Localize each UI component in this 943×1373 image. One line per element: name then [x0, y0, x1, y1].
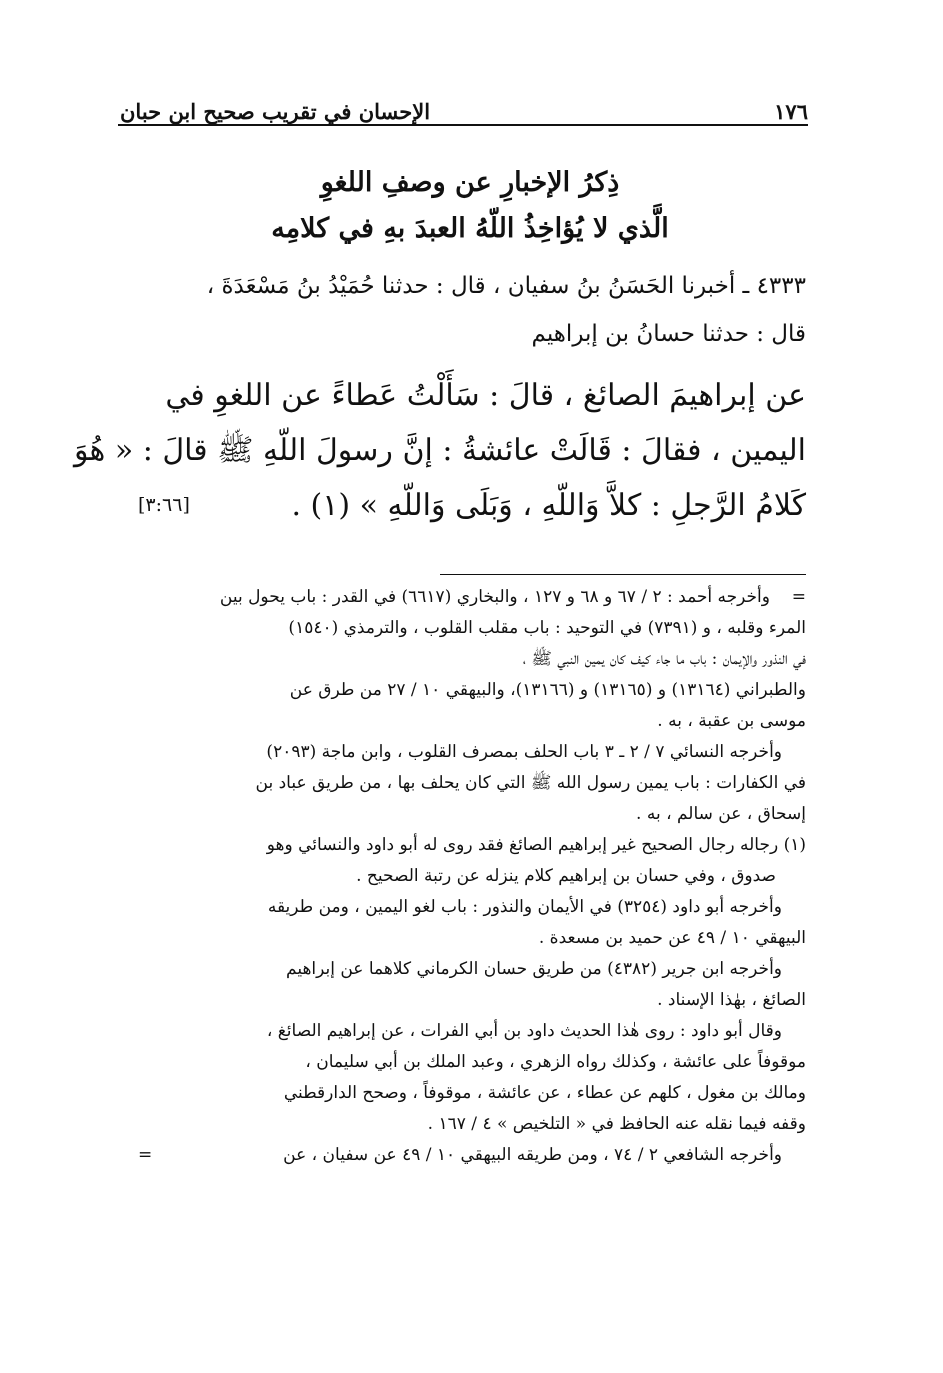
continuation-end-mark: = [138, 1145, 153, 1165]
footnote-line: إسحاق ، عن سالم ، به . [636, 804, 806, 824]
footnote-line: وقفه فيما نقله عنه الحافظ في « التلخيص » ٤ / ١٦٧ . [427, 1114, 806, 1134]
heading-line-1: ذِكرُ الإخبارِ عن وصفِ اللغوِ [320, 167, 620, 198]
page-number: ١٧٦ [774, 99, 808, 124]
footnote-line: موقوفاً على عائشة ، وكذلك رواه الزهري ، وعبد الملك بن أبي سليمان ، [305, 1052, 806, 1072]
footnote-line: = وأخرجه أحمد : ٢ / ٦٧ و ٦٨ و ١٢٧ ، والبخاري (٦٦١٧) في القدر : باب يحول بين [138, 582, 806, 613]
continuation-mark: = [791, 587, 806, 607]
matn-line-2: اليمين ، فقالَ : قَالَتْ عائشةُ : إنَّ رسولَ اللّهِ ﷺ قالَ : « هُوَ [73, 433, 806, 468]
isnad-line-1: ٤٣٣٣ ـ أخبرنا الحَسَنُ بنُ سفيان ، قال : حدثنا حُمَيْدُ بنُ مَسْعَدَةَ ، [206, 273, 806, 299]
footnote-line: البيهقي ١٠ / ٤٩ عن حميد بن مسعدة . [538, 928, 806, 948]
chapter-heading [150, 160, 790, 252]
hadith-isnad [138, 262, 806, 358]
footnote-line: وقال أبو داود : روى هٰذا الحديث داود بن أبي الفرات ، عن إبراهيم الصائغ ، [266, 1021, 782, 1041]
matn-line-3: كَلامُ الرَّجلِ : كلاَّ وَاللّهِ ، وَبَلَى وَاللّهِ » (١) . [291, 488, 806, 523]
heading-line-2: الَّذي لا يُؤاخِذُ اللّهُ العبدَ بهِ في كلامِه [271, 213, 669, 244]
footnotes [138, 582, 806, 1171]
footnote-line: والطبراني (١٣١٦٤) و (١٣١٦٥) و (١٣١٦٦)، والبيهقي ١٠ / ٢٧ من طرق عن [289, 680, 806, 700]
footnote-line: المرء وقلبه ، و (٧٣٩١) في التوحيد : باب مقلب القلوب ، والترمذي (١٥٤٠) [288, 618, 806, 638]
book-title: الإحسان في تقريب صحيح ابن حبان [120, 99, 431, 124]
hadith-reference: [٣:٦٦] [138, 494, 190, 516]
isnad-line-2: قال : حدثنا حسانُ بن إبراهيم [531, 321, 806, 347]
footnote-line: في الكفارات : باب يمين رسول الله ﷺ التي كان يحلف بها ، من طريق عباد بن [255, 773, 806, 793]
footnote-line: صدوق ، وفي حسان بن إبراهيم كلام ينزله عن رتبة الصحيح . [356, 866, 776, 886]
footnote-line: الصائغ ، بهٰذا الإسناد . [657, 990, 806, 1010]
footnote-line: ومالك بن مغول ، كلهم عن عطاء ، عن عائشة ، موقوفاً ، وصحح الدارقطني [283, 1083, 806, 1103]
running-head [120, 88, 808, 122]
matn-line-3-row [138, 478, 806, 533]
footnote-line: في النذور والإيمان : باب ما جاء كيف كان يمين النبي ﷺ ، [522, 649, 806, 669]
footnote-rule [440, 574, 806, 575]
header-rule [118, 124, 808, 126]
matn-line-1: عن إبراهيمَ الصائغ ، قالَ : سَأَلْتُ عَطاءً عن اللغوِ في [165, 378, 806, 413]
hadith-matn [73, 368, 806, 533]
footnote-line: موسى بن عقبة ، به . [657, 711, 806, 731]
footnote-line: (١) رجاله رجال الصحيح غير إبراهيم الصائغ فقد روى له أبو داود والنسائي وهو [266, 835, 806, 855]
footnote-line: وأخرجه أبو داود (٣٢٥٤) في الأيمان والنذور : باب لغو اليمين ، ومن طريقه [267, 897, 782, 917]
footnote-line: وأخرجه الشافعي ٢ / ٧٤ ، ومن طريقه البيهقي ١٠ / ٤٩ عن سفيان ، عن = [138, 1140, 806, 1171]
footnote-line: وأخرجه ابن جرير (٤٣٨٢) من طريق حسان الكرماني كلاهما عن إبراهيم [286, 959, 782, 979]
footnote-line: وأخرجه النسائي ٧ / ٢ ـ ٣ باب الحلف بمصرف القلوب ، وابن ماجة (٢٠٩٣) [266, 742, 782, 762]
